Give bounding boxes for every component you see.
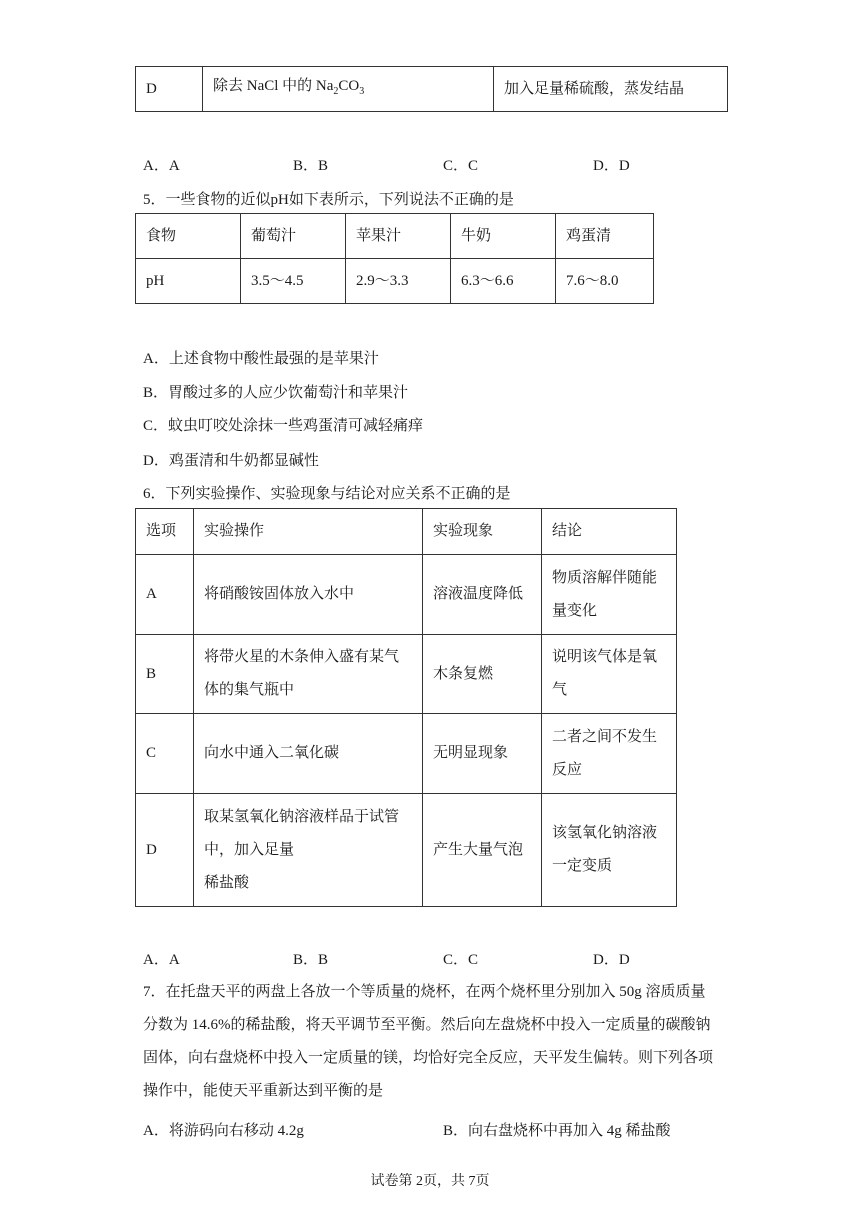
q4-option-b: B．B <box>293 158 329 174</box>
task-cell <box>203 67 494 112</box>
subscript: 2 <box>333 86 339 97</box>
q7-line: 操作中，能使天平重新达到平衡的是 <box>143 1083 384 1099</box>
phenomenon-cell: 木条复燃 <box>423 635 542 714</box>
q6-stem: 6．下列实验操作、实验现象与结论对应关系不正确的是 <box>143 486 511 502</box>
page-footer: 试卷第 2页，共 7页 <box>370 1174 490 1189</box>
line: 气 <box>552 682 568 698</box>
line: 量变化 <box>552 602 598 619</box>
line: 物质溶解伴随能 <box>552 569 658 586</box>
q6-option-a: A．A <box>143 952 180 968</box>
operation-cell <box>194 714 423 794</box>
q7-line: 7．在托盘天平的两盘上各放一个等质量的烧杯，在两个烧杯里分别加入 50g 溶质质量 <box>143 984 706 1000</box>
q4-option-d: D．D <box>593 158 630 174</box>
task-prefix: 除去 NaCl 中的 Na <box>213 78 334 94</box>
line: 二者之间不发生 <box>552 728 658 745</box>
reagent-table <box>135 66 728 112</box>
option-cell: D <box>136 794 194 907</box>
operation-cell <box>194 794 423 907</box>
line: 反应 <box>552 761 583 778</box>
line: 将硝酸铵固体放入水中 <box>204 586 355 602</box>
cell: 7.6～8.0 <box>556 259 654 304</box>
phenomenon-cell: 产生大量气泡 <box>423 794 542 907</box>
conclusion-cell <box>542 794 677 907</box>
operation-cell <box>194 635 423 714</box>
cell: 3.5～4.5 <box>241 259 346 304</box>
line: 体的集气瓶中 <box>204 682 295 698</box>
table-row <box>136 555 677 635</box>
cell: pH <box>136 259 241 304</box>
q5-option-a: A．上述食物中酸性最强的是苹果汁 <box>143 351 379 367</box>
q5-option-c: C．蚊虫叮咬处涂抹一些鸡蛋清可减轻痛痒 <box>143 418 424 434</box>
q6-option-d: D．D <box>593 952 630 968</box>
cell: 2.9～3.3 <box>346 259 451 304</box>
task-mid: CO <box>338 78 360 94</box>
table-row <box>136 67 728 112</box>
table-row <box>136 794 677 907</box>
header-cell: 苹果汁 <box>346 214 451 259</box>
q7-line: 分数为 14.6%的稀盐酸，将天平调节至平衡。然后向左盘烧杯中投入一定质量的碳酸钠 <box>143 1017 711 1033</box>
q5-option-d: D．鸡蛋清和牛奶都显碱性 <box>143 453 319 469</box>
header-cell: 选项 <box>136 509 194 555</box>
line: 中，加入足量 <box>204 841 295 858</box>
line: 取某氢氧化钠溶液样品于试管 <box>204 808 400 825</box>
q7-option-a: A．将游码向右移动 4.2g <box>143 1123 304 1139</box>
subscript: 3 <box>359 86 365 97</box>
header-cell: 实验操作 <box>194 509 423 555</box>
ph-table <box>135 213 654 304</box>
conclusion-cell <box>542 555 677 635</box>
q6-option-b: B．B <box>293 952 329 968</box>
line: 稀盐酸 <box>204 874 250 891</box>
phenomenon-cell: 无明显现象 <box>423 714 542 794</box>
header-cell: 实验现象 <box>423 509 542 555</box>
option-cell: B <box>136 635 194 714</box>
table-row <box>136 214 654 259</box>
table-row <box>136 259 654 304</box>
line: 说明该气体是氧 <box>552 649 658 665</box>
header-cell: 鸡蛋清 <box>556 214 654 259</box>
line: 向水中通入二氧化碳 <box>204 745 340 761</box>
experiment-table <box>135 508 677 907</box>
q6-option-c: C．C <box>443 952 479 968</box>
line: 一定变质 <box>552 858 613 874</box>
q4-option-a: A．A <box>143 158 180 174</box>
q7-line: 固体，向右盘烧杯中投入一定质量的镁，均恰好完全反应，天平发生偏转。则下列各项 <box>143 1050 714 1066</box>
option-cell: C <box>136 714 194 794</box>
q7-option-b: B．向右盘烧杯中再加入 4g 稀盐酸 <box>443 1123 671 1139</box>
phenomenon-cell: 溶液温度降低 <box>423 555 542 635</box>
header-cell: 结论 <box>542 509 677 555</box>
conclusion-cell <box>542 714 677 794</box>
option-cell: A <box>136 555 194 635</box>
q4-option-c: C．C <box>443 158 479 174</box>
table-row <box>136 714 677 794</box>
method-cell: 加入足量稀硫酸，蒸发结晶 <box>494 67 728 112</box>
line: 将带火星的木条伸入盛有某气 <box>204 649 400 665</box>
header-cell: 牛奶 <box>451 214 556 259</box>
operation-cell <box>194 555 423 635</box>
cell: 6.3～6.6 <box>451 259 556 304</box>
table-row <box>136 635 677 714</box>
header-cell: 葡萄汁 <box>241 214 346 259</box>
q5-option-b: B．胃酸过多的人应少饮葡萄汁和苹果汁 <box>143 385 409 401</box>
conclusion-cell <box>542 635 677 714</box>
line: 该氢氧化钠溶液 <box>552 825 658 841</box>
q7-stem <box>143 976 733 1108</box>
option-cell: D <box>136 67 203 112</box>
header-cell: 食物 <box>136 214 241 259</box>
table-row <box>136 509 677 555</box>
q5-stem: 5．一些食物的近似pH如下表所示，下列说法不正确的是 <box>143 192 514 208</box>
